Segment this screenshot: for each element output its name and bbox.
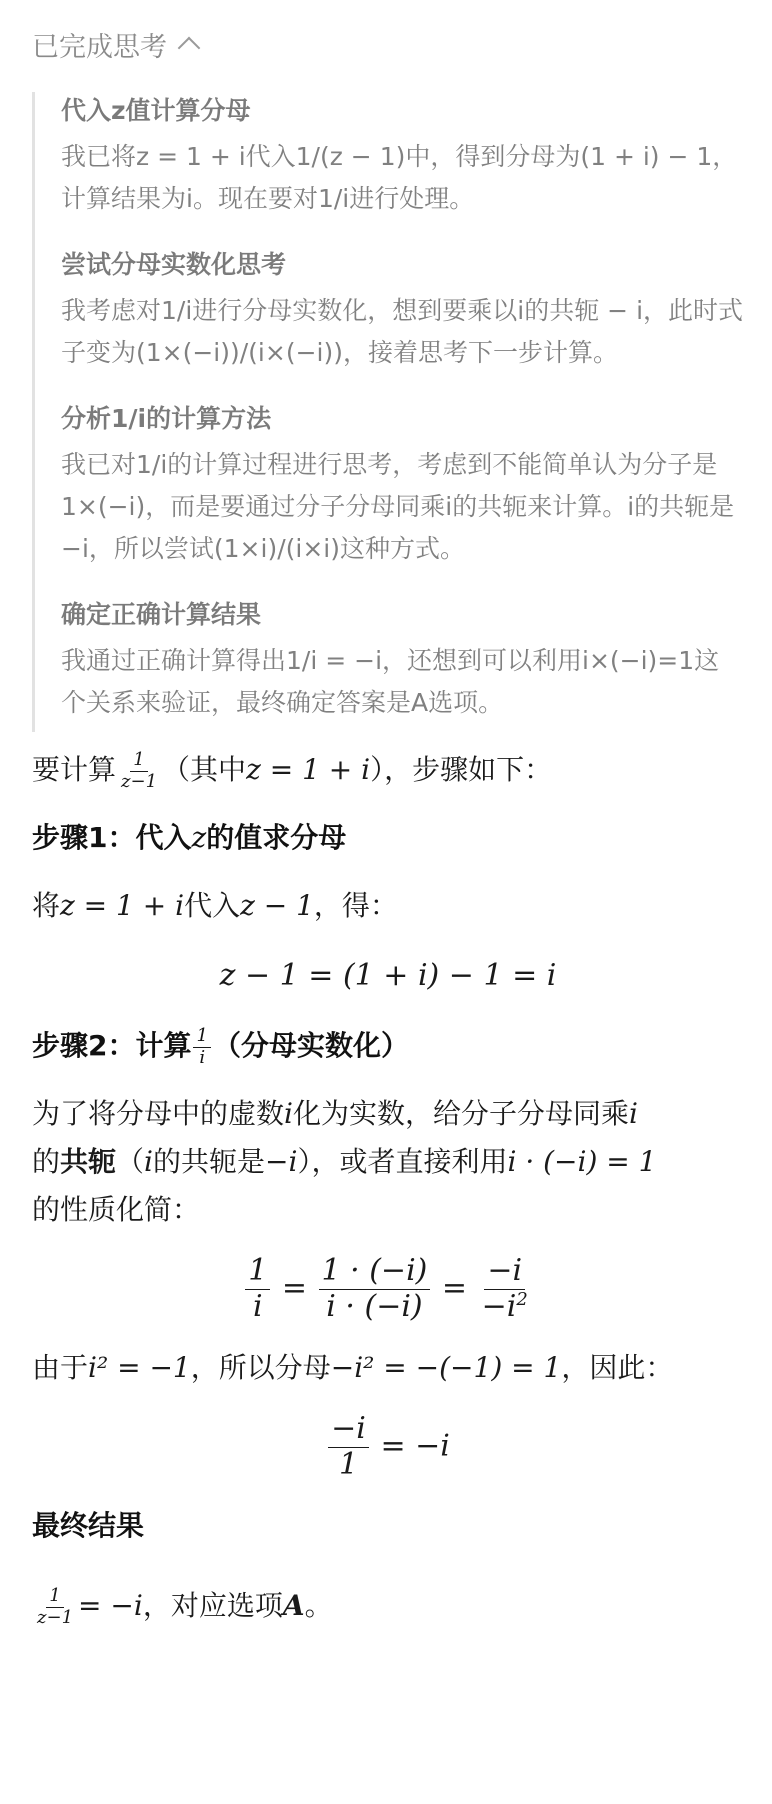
fraction: [118, 750, 160, 792]
step1-heading: [32, 814, 744, 862]
thinking-content: [32, 92, 744, 732]
answer-option: A: [282, 1589, 305, 1622]
math-variable: z: [191, 821, 207, 854]
fraction-denominator: z−1: [37, 1606, 74, 1628]
fraction-denominator: i: [252, 1288, 263, 1324]
thinking-toggle[interactable]: [32, 22, 744, 66]
math-expression: −i: [265, 1145, 298, 1178]
thinking-section-body: 我考虑对1/i进行分母实数化，想到要乘以i的共轭 − i，此时式子变为(1×(−i))/(i×(−i))，接着思考下一步计算。: [61, 296, 744, 367]
text: ，得：: [313, 889, 398, 922]
thinking-label: 已完成思考: [32, 31, 167, 63]
text: 的性质化简：: [32, 1193, 201, 1226]
thinking-section: [61, 246, 744, 374]
text: 为了将分母中的虚数: [32, 1097, 285, 1130]
fraction: [479, 1254, 531, 1324]
text: ，因此：: [561, 1351, 674, 1384]
math-expression: −i² = −(−1) = 1: [330, 1351, 562, 1384]
final-line: [32, 1582, 744, 1630]
math-expression: z = 1 + i: [60, 889, 185, 922]
fraction-numerator: 1: [245, 1254, 270, 1290]
step1-line: [32, 882, 744, 930]
text: 代入: [184, 889, 241, 922]
intro-text: ），步骤如下：: [370, 753, 553, 786]
thinking-section: [61, 400, 744, 570]
text: 的: [32, 1145, 61, 1178]
step2-display-equation: [32, 1254, 744, 1324]
math-expression: z = 1 + i: [246, 753, 371, 786]
equals-sign: =: [281, 1270, 307, 1306]
fraction-numerator: −i: [328, 1412, 369, 1448]
heading-text: （分母实数化）: [212, 1029, 409, 1062]
math-expression: i · (−i) = 1: [507, 1145, 657, 1178]
answer-intro: [32, 746, 744, 794]
heading-text: 的值求分母: [206, 821, 347, 854]
math-variable: i: [629, 1097, 638, 1130]
heading-text: 步骤2：计算: [32, 1029, 192, 1062]
thinking-section-body: 我通过正确计算得出1/i = −i，还想到可以利用i×(−i)=1这个关系来验证，最终确定答案是A选项。: [61, 646, 720, 717]
step1-display-equation: z − 1 = (1 + i) − 1 = i: [219, 958, 557, 993]
chevron-up-icon: [178, 37, 201, 60]
chat-response: [32, 0, 744, 1630]
intro-text: （其中: [162, 753, 247, 786]
math-variable: i: [284, 1097, 293, 1130]
fraction-numerator: 1 · (−i): [319, 1254, 431, 1290]
thinking-section-title: 尝试分母实数化思考: [61, 250, 287, 279]
text: ），或者直接利用: [297, 1145, 508, 1178]
math-variable: i: [144, 1145, 154, 1178]
fraction-denominator: 1: [338, 1446, 359, 1482]
step2-paragraph: [32, 1090, 744, 1234]
equals-sign: =: [441, 1270, 468, 1306]
fraction: [328, 1412, 369, 1482]
final-heading: 最终结果: [32, 1509, 145, 1542]
fraction-denominator: z−1: [121, 770, 158, 792]
answer-content: [32, 746, 744, 1630]
thinking-section: [61, 596, 744, 724]
text: 化为实数，给分子分母同乘: [292, 1097, 629, 1130]
since-line: [32, 1344, 744, 1392]
fraction-denominator: i: [199, 1046, 206, 1068]
fraction: [193, 1026, 210, 1068]
heading-text: 步骤1：代入: [32, 821, 192, 854]
denominator-text: −i: [481, 1288, 517, 1324]
thinking-section-title: 确定正确计算结果: [61, 600, 262, 629]
fraction-denominator: $-i^2$: [481, 1288, 528, 1324]
result-display-equation: [32, 1412, 744, 1482]
text: ，对应选项: [142, 1589, 283, 1622]
step2-heading: [32, 1022, 744, 1070]
text: 由于: [32, 1351, 89, 1384]
math-expression: z − 1: [240, 889, 314, 922]
math-expression: = −i: [78, 1589, 143, 1622]
fraction-numerator: 1: [130, 750, 147, 772]
fraction-denominator: i · (−i): [326, 1288, 423, 1324]
text: 的共轭是: [153, 1145, 266, 1178]
text: （: [116, 1145, 145, 1178]
math-expression: = −i: [380, 1428, 450, 1464]
thinking-section-title: 代入z值计算分母: [61, 96, 251, 125]
intro-text: 要计算: [32, 753, 117, 786]
thinking-section: [61, 92, 744, 220]
math-expression: i² = −1: [88, 1351, 191, 1384]
thinking-section-body: 我已将z = 1 + i代入1/(z − 1)中，得到分母为(1 + i) − 1，计算结果为i。现在要对1/i进行处理。: [61, 142, 738, 213]
fraction: [245, 1254, 270, 1324]
text: 将: [32, 889, 61, 922]
text: ，所以分母: [190, 1351, 331, 1384]
text: 。: [304, 1589, 333, 1622]
fraction: [319, 1254, 431, 1324]
fraction-numerator: −i: [484, 1254, 525, 1290]
fraction-numerator: 1: [193, 1026, 210, 1048]
thinking-section-body: 我已对1/i的计算过程进行思考，考虑到不能简单认为分子是1×(−i)，而是要通过分子分母同乘i的共轭来计算。i的共轭是−i，所以尝试(1×i)/(i×i)这种方式。: [61, 450, 735, 563]
thinking-section-title: 分析1/i的计算方法: [61, 404, 272, 433]
bold-text: 共轭: [60, 1145, 117, 1178]
fraction-numerator: 1: [46, 1586, 63, 1608]
fraction: [34, 1586, 76, 1628]
